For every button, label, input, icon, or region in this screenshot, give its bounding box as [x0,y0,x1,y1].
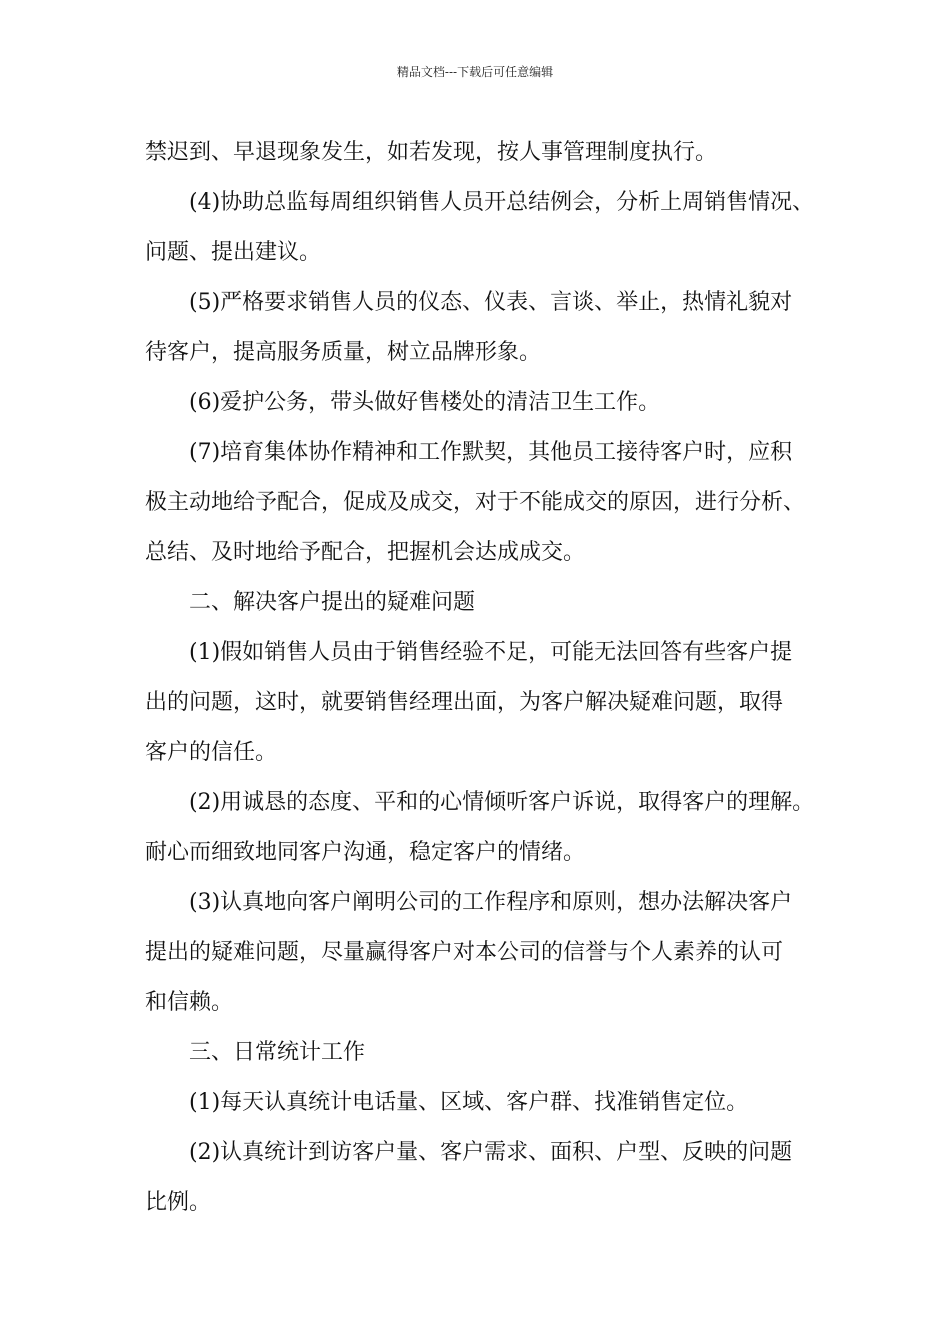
text-line: (1)每天认真统计电话量、区域、客户群、找准销售定位。 [189,1090,749,1115]
text-line: (3)认真地向客户阐明公司的工作程序和原则，想办法解决客户 [189,890,793,915]
text-line: 极主动地给予配合，促成及成交，对于不能成交的原因，进行分析、 [145,490,806,515]
text-line: 待客户，提高服务质量，树立品牌形象。 [145,340,542,365]
text-line: (7)培育集体协作精神和工作默契，其他员工接待客户时，应积 [189,440,793,465]
text-line: 提出的疑难问题，尽量赢得客户对本公司的信誉与个人素养的认可 [145,940,784,965]
page-header: 精品文档---下载后可任意编辑 [396,65,554,79]
text-line: 比例。 [145,1190,212,1215]
text-line: (2)用诚恳的态度、平和的心情倾听客户诉说，取得客户的理解。 [189,790,815,815]
text-line: 三、日常统计工作 [189,1040,366,1065]
text-line: 和信赖。 [145,990,234,1015]
text-line: (1)假如销售人员由于销售经验不足，可能无法回答有些客户提 [189,640,793,665]
text-line: 禁迟到、早退现象发生，如若发现，按人事管理制度执行。 [145,140,718,165]
text-line: (2)认真统计到访客户量、客户需求、面积、户型、反映的问题 [189,1140,793,1165]
text-line: 问题、提出建议。 [145,240,322,265]
text-line: (4)协助总监每周组织销售人员开总结例会，分析上周销售情况、 [189,190,815,215]
text-line: 总结、及时地给予配合，把握机会达成成交。 [145,540,586,565]
document-body [145,128,817,1228]
text-line: (6)爱护公务，带头做好售楼处的清洁卫生工作。 [189,390,661,415]
text-line: 出的问题，这时，就要销售经理出面，为客户解决疑难问题，取得 [145,690,784,715]
text-line: 客户的信任。 [145,740,278,765]
text-line: 耐心而细致地同客户沟通，稳定客户的情绪。 [145,840,586,865]
text-line: (5)严格要求销售人员的仪态、仪表、言谈、举止，热情礼貌对 [189,290,793,315]
text-line: 二、解决客户提出的疑难问题 [189,590,476,615]
